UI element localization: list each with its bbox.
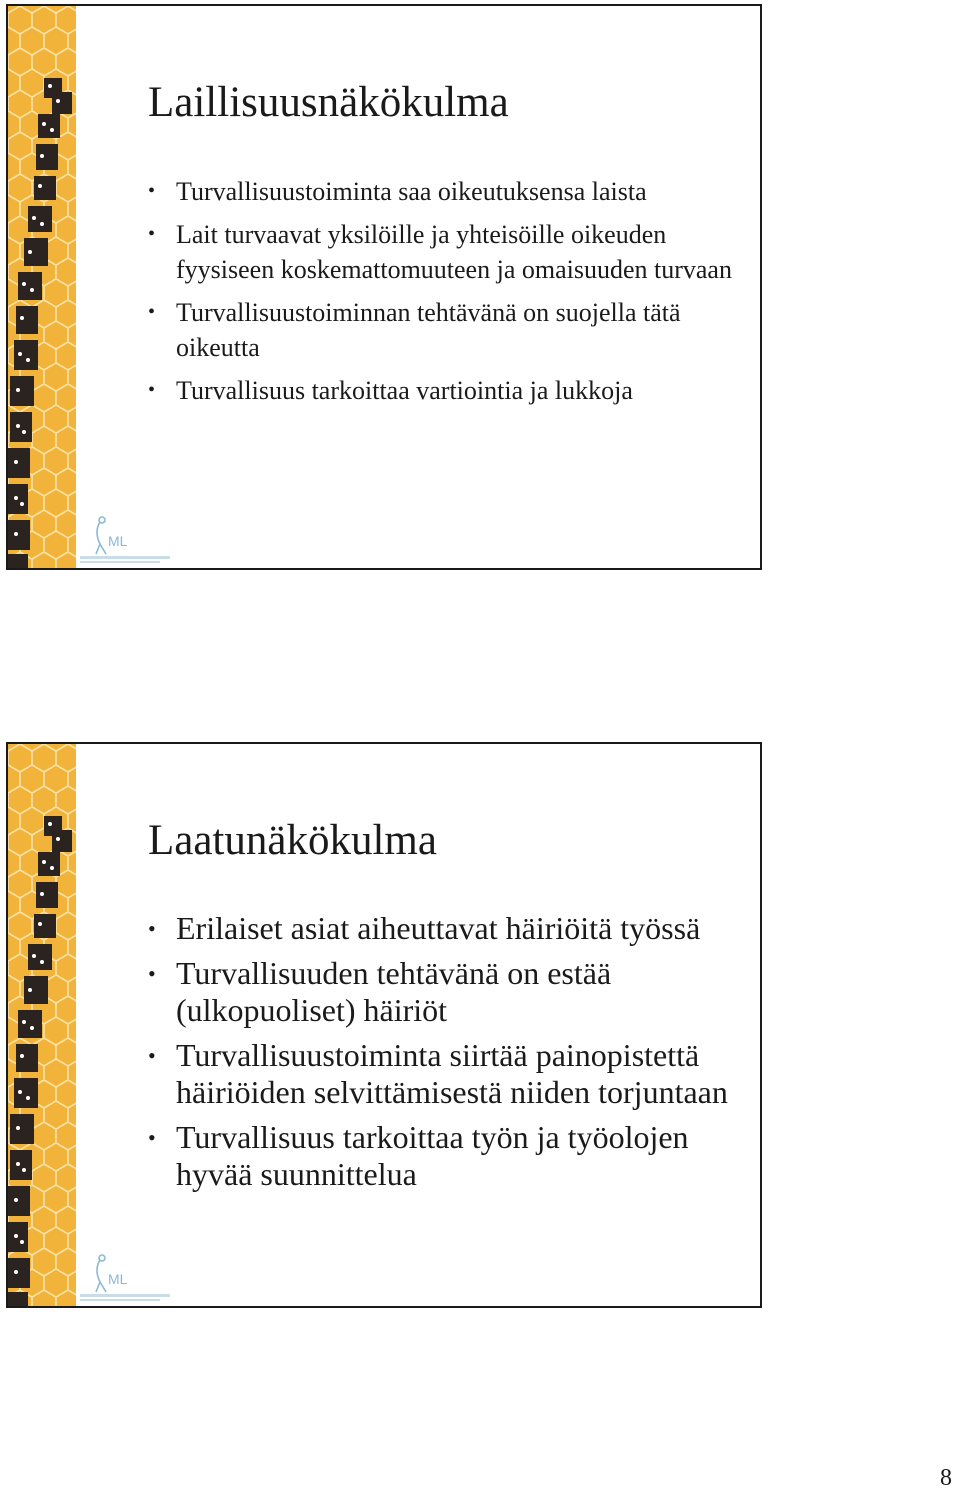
list-item: [148, 910, 740, 947]
bullet-text: Turvallisuus tarkoittaa työn ja työolojen hyvää suunnittelua: [176, 1119, 689, 1192]
list-item: [148, 955, 740, 1029]
bullet-text: Lait turvaavat yksilöille ja yhteisöille oikeuden fyysiseen koskemattomuuteen ja omaisuuden turvaan: [176, 220, 732, 284]
honeycomb-strip: [8, 744, 76, 1306]
list-item: [148, 373, 740, 408]
svg-text:ML: ML: [108, 533, 128, 549]
list-item: [148, 1037, 740, 1111]
bullet-icon: •: [148, 961, 156, 986]
bullet-text: Erilaiset asiat aiheuttavat häiriöitä työssä: [176, 910, 701, 946]
bullet-text: Turvallisuustoiminta siirtää painopistettä häiriöiden selvittämisestä niiden torjuntaan: [176, 1037, 728, 1110]
svg-text:ML: ML: [108, 1271, 128, 1287]
slide-1: [6, 4, 762, 570]
list-item: [148, 217, 740, 287]
list-item: [148, 174, 740, 209]
bullet-text: Turvallisuus tarkoittaa vartiointia ja lukkoja: [176, 376, 633, 405]
bullet-icon: •: [148, 301, 156, 323]
slide-2: [6, 742, 762, 1308]
bullet-text: Turvallisuustoiminta saa oikeutuksensa laista: [176, 177, 647, 206]
bullet-text: Turvallisuustoiminnan tehtävänä on suojella tätä oikeutta: [176, 298, 681, 362]
bullet-icon: •: [148, 180, 156, 202]
fml-logo: [78, 514, 178, 566]
page-number: 8: [940, 1465, 952, 1491]
honeycomb-strip: [8, 6, 76, 568]
list-item: [148, 1119, 740, 1193]
bullet-icon: •: [148, 1125, 156, 1150]
bullet-icon: •: [148, 223, 156, 245]
list-item: [148, 295, 740, 365]
bullet-icon: •: [148, 916, 156, 941]
fml-logo: [78, 1252, 178, 1304]
slide-title: Laatunäkökulma: [148, 817, 437, 864]
bullet-list: [148, 910, 740, 1201]
bullet-icon: •: [148, 379, 156, 401]
bullet-icon: •: [148, 1043, 156, 1068]
bullet-text: Turvallisuuden tehtävänä on estää (ulkopuoliset) häiriöt: [176, 955, 612, 1028]
slide-title: Laillisuusnäkökulma: [148, 79, 509, 126]
bullet-list: [148, 174, 740, 416]
